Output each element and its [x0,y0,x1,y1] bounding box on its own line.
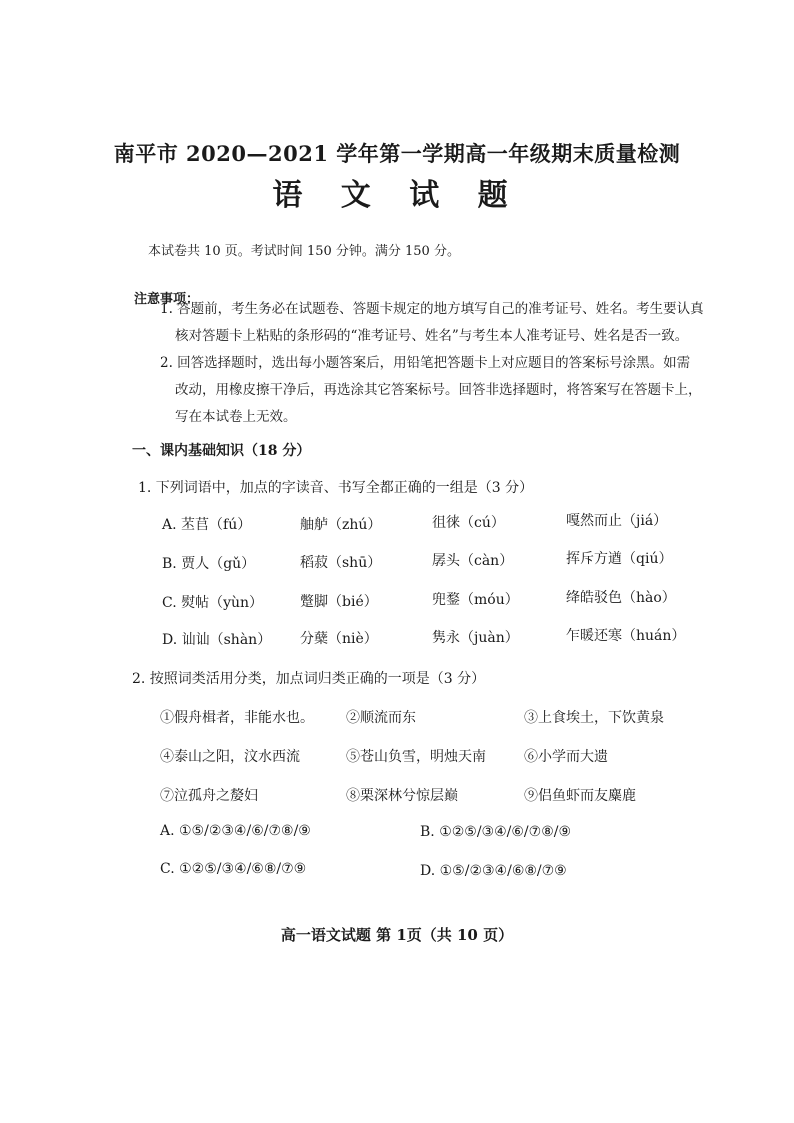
note-line: 核对答题卡上粘贴的条形码的“准考证号、姓名”与考生本人准考证号、姓名是否一致。 [175,328,689,344]
note-line: 1. 答题前，考生务必在试题卷、答题卡规定的地方填写自己的准考证号、姓名。考生要认真 [160,301,704,317]
q2-item: ③上食埃土，下饮黄泉 [524,710,664,726]
q2-option-b: B. ①②⑤/③④/⑥/⑦⑧/⑨ [420,824,572,840]
q1-option-a: A. 苤苢（fú） [162,517,252,533]
q2-item: ⑧栗深林兮惊层巅 [346,788,458,804]
q1-word: 蹩脚（bié） [300,594,378,610]
q1-word: 嘎然而止（jiá） [566,513,668,529]
question-1-stem: 1. 下列词语中，加点的字读音、书写全都正确的一组是（3 分） [138,480,534,496]
page-footer: 高一语文试题 第 1页（共 10 页） [280,926,514,944]
q1-word: 稻菽（shū） [300,555,382,571]
note-line: 改动，用橡皮擦干净后，再选涂其它答案标号。回答非选择题时，将答案写在答题卡上， [175,382,702,398]
q1-word: 徂徕（cú） [432,515,505,531]
q1-option-d: D. 讪讪（shàn） [162,632,272,648]
exam-subject-title: 语 文 试 题 [272,178,522,213]
q1-word: 分蘖（niè） [300,631,378,647]
q1-word: 挥斥方遒（qiú） [566,551,673,567]
q1-word: 兜鍪（móu） [432,592,519,608]
q2-item: ⑨侣鱼虾而友麋鹿 [524,788,636,804]
q1-word: 绛皓驳色（hào） [566,590,676,606]
q2-item: ①假舟楫者，非能水也。 [160,710,314,726]
note-line: 2. 回答选择题时，选出每小题答案后，用铅笔把答题卡上对应题目的答案标号涂黑。如需 [160,355,691,371]
exam-title: 南平市 2020—2021 学年第一学期高一年级期末质量检测 [113,141,681,166]
section-heading: 一、课内基础知识（18 分） [132,443,311,459]
notes-heading: 注意事项： [134,292,200,307]
q2-item: ⑤苍山负雪，明烛天南 [346,749,486,765]
q2-item: ⑥小学而大遗 [524,749,608,765]
q1-option-c: C. 熨帖（yùn） [162,595,264,611]
exam-info: 本试卷共 10 页。考试时间 150 分钟。满分 150 分。 [148,244,460,259]
question-2-stem: 2. 按照词类活用分类，加点词归类正确的一项是（3 分） [132,671,486,687]
q2-option-c: C. ①②⑤/③④/⑥⑧/⑦⑨ [160,861,307,877]
q1-word: 孱头（càn） [432,553,514,569]
note-line: 写在本试卷上无效。 [175,409,297,425]
q2-item: ④泰山之阳，汶水西流 [160,749,300,765]
q1-word: 乍暖还寒（huán） [566,628,686,644]
q2-option-d: D. ①⑤/②③④/⑥⑧/⑦⑨ [420,863,567,879]
q2-option-a: A. ①⑤/②③④/⑥/⑦⑧/⑨ [160,823,311,839]
q2-item: ②顺流而东 [346,710,416,726]
q1-word: 隽永（juàn） [432,630,519,646]
q2-item: ⑦泣孤舟之嫠妇 [160,788,258,804]
q1-word: 舳舻（zhú） [300,517,382,533]
q1-option-b: B. 贾人（gǔ） [162,556,256,572]
